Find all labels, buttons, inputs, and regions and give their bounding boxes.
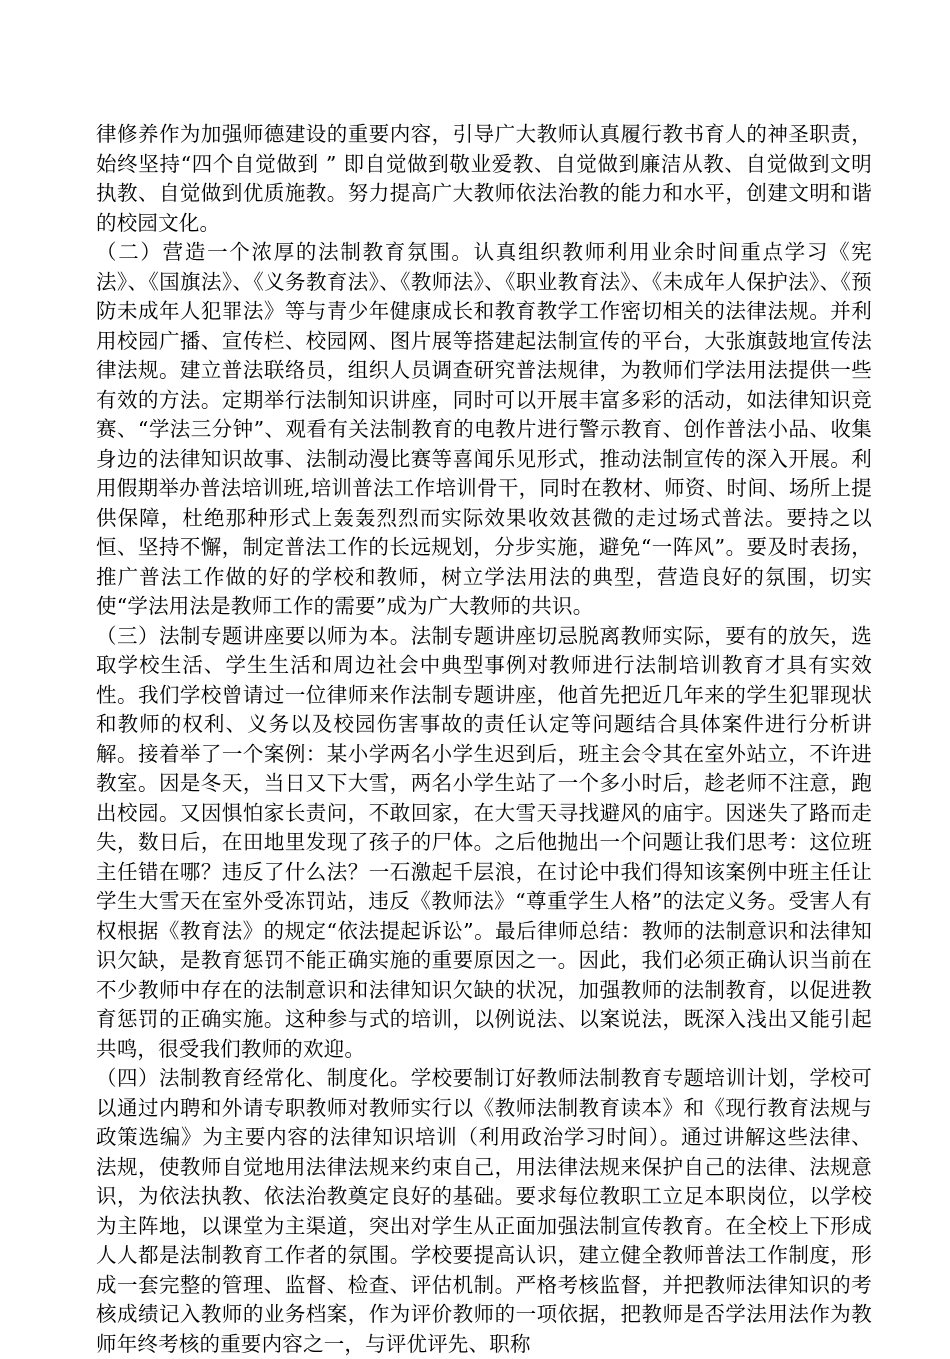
paragraph-section-4: （四）法制教育经常化、制度化。学校要制订好教师法制教育专题培训计划，学校可以通过内聘和外请专职教师对教师实行以《教师法制教育读本》和《现行教育法规与政策选编》为主要内容的法律知识培训（利用政治学习时间）。通过讲解这些法律、法规，使教师自觉地用法律法规来约束自己，用法律法规来保护自己的法律、法规意识，为依法执教、依法治教奠定良好的基础。要求每位教职工立足本职岗位，以学校为主阵地，以课堂为主渠道，突出对学生从正面加强法制宣传教育。在全校上下形成人人都是法制教育工作者的氛围。学校要提高认识，建立健全教师普法工作制度，形成一套完整的管理、监督、检查、评估机制。严格考核监督，并把教师法律知识的考核成绩记入教师的业务档案，作为评价教师的一项依据，把教师是否学法用法作为教师年终考核的重要内容之一，与评优评先、职称 bbox=[96, 1066, 872, 1356]
document-body bbox=[96, 120, 872, 1359]
paragraph-continuation: 律修养作为加强师德建设的重要内容，引导广大教师认真履行教书育人的神圣职责，始终坚持“四个自觉做到 ” 即自觉做到敬业爱教、自觉做到廉洁从教、自觉做到文明执教、自觉做到优质施教。努力提高广大教师依法治教的能力和水平，创建文明和谐的校园文化。 bbox=[96, 122, 872, 235]
paragraph-section-3: （三）法制专题讲座要以师为本。法制专题讲座切忌脱离教师实际，要有的放矢，选取学校生活、学生生活和周边社会中典型事例对教师进行法制培训教育才具有实效性。我们学校曾请过一位律师来作法制专题讲座，他首先把近几年来的学生犯罪现状和教师的权利、义务以及校园伤害事故的责任认定等问题结合具体案件进行分析讲解。接着举了一个案例：某小学两名小学生迟到后，班主会令其在室外站立，不许进教室。因是冬天，当日又下大雪，两名小学生站了一个多小时后，趁老师不注意，跑出校园。又因惧怕家长责问，不敢回家，在大雪天寻找避风的庙宇。因迷失了路而走失，数日后，在田地里发现了孩子的尸体。之后他抛出一个问题让我们思考：这位班主任错在哪？违反了什么法？一石激起千层浪，在讨论中我们得知该案例中班主任让学生大雪天在室外受冻罚站，违反《教师法》“尊重学生人格”的法定义务。受害人有权根据《教育法》的规定“依法提起诉讼”。最后律师总结：教师的法制意识和法律知识欠缺，是教育惩罚不能正确实施的重要原因之一。因此，我们必须正确认识当前在不少教师中存在的法制意识和法律知识欠缺的状况，加强教师的法制教育，以促进教育惩罚的正确实施。这种参与式的培训，以例说法、以案说法，既深入浅出又能引起共鸣，很受我们教师的欢迎。 bbox=[96, 623, 872, 1061]
paragraph-section-2: （二）营造一个浓厚的法制教育氛围。认真组织教师利用业余时间重点学习《宪法》、《国旗法》、《义务教育法》、《教师法》、《职业教育法》、《未成年人保护法》、《预防未成年人犯罪法》等与青少年健康成长和教育教学工作密切相关的法律法规。并利用校园广播、宣传栏、校园网、图片展等搭建起法制宣传的平台，大张旗鼓地宣传法律法规。建立普法联络员，组织人员调查研究普法规律，为教师们学法用法提供一些有效的方法。定期举行法制知识讲座，同时可以开展丰富多彩的活动，如法律知识竞赛、“学法三分钟”、观看有关法制教育的电教片进行警示教育、创作普法小品、收集身边的法律知识故事、法制动漫比赛等喜闻乐见形式，推动法制宣传的深入开展。利用假期举办普法培训班,培训普法工作培训骨干，同时在教材、师资、时间、场所上提供保障，杜绝那种形式上轰轰烈烈而实际效果收效甚微的走过场式普法。要持之以恒、坚持不懈，制定普法工作的长远规划，分步实施，避免“一阵风”。要及时表扬，推广普法工作做的好的学校和教师，树立学法用法的典型，营造良好的氛围，切实使“学法用法是教师工作的需要”成为广大教师的共识。 bbox=[96, 240, 872, 618]
